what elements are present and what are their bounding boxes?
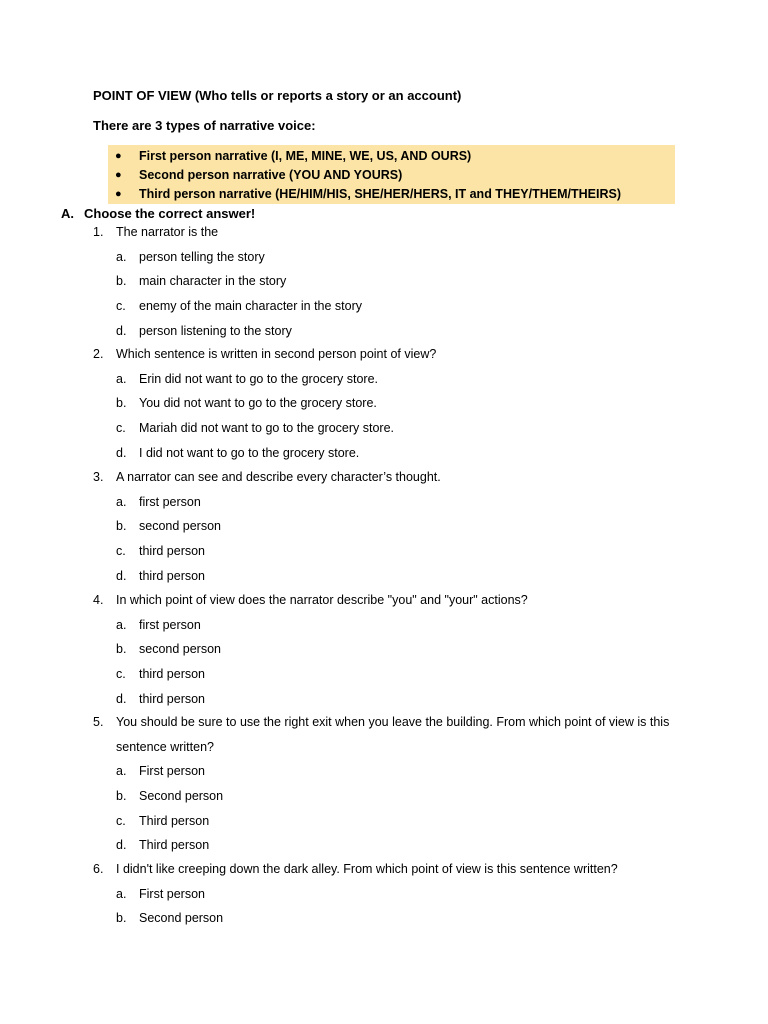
option-b <box>116 514 683 539</box>
option-text: first person <box>139 617 201 632</box>
option-letter: b. <box>116 789 127 804</box>
option-text: main character in the story <box>139 274 287 289</box>
question-1 <box>93 220 683 343</box>
option-text: First person <box>139 764 205 779</box>
option-d <box>116 441 683 466</box>
option-text: You did not want to go to the grocery store. <box>139 396 377 411</box>
voice-item-label: First person narrative (I, ME, MINE, WE, US, AND OURS) <box>139 149 472 163</box>
question-5 <box>93 710 683 858</box>
option-letter: a. <box>116 249 127 264</box>
section-title: Choose the correct answer! <box>84 206 256 221</box>
option-b <box>116 391 683 416</box>
option-list <box>116 759 683 858</box>
question-text: I didn't like creeping down the dark alley. From which point of view is this sentence written? <box>116 862 618 876</box>
option-c <box>116 662 683 687</box>
option-text: third person <box>139 667 206 682</box>
question-2 <box>93 342 683 465</box>
option-letter: c. <box>116 299 126 314</box>
question-number: 2. <box>93 347 104 361</box>
option-letter: b. <box>116 911 127 926</box>
voice-item-label: Second person narrative (YOU AND YOURS) <box>139 168 403 182</box>
section-heading <box>61 206 255 221</box>
question-number: 5. <box>93 715 104 729</box>
option-a <box>116 245 683 270</box>
option-letter: b. <box>116 274 127 289</box>
page-title: POINT OF VIEW (Who tells or reports a story or an account) <box>93 88 462 103</box>
question-text: A narrator can see and describe every character’s thought. <box>116 470 441 484</box>
question-number: 6. <box>93 862 104 876</box>
option-text: enemy of the main character in the story <box>139 299 363 314</box>
option-text: first person <box>139 494 201 509</box>
question-text: In which point of view does the narrator describe "you" and "your" actions? <box>116 593 528 607</box>
option-d <box>116 319 683 344</box>
option-letter: c. <box>116 421 126 436</box>
option-c <box>116 809 683 834</box>
option-text: I did not want to go to the grocery store. <box>139 445 360 460</box>
option-b <box>116 269 683 294</box>
question-number: 3. <box>93 470 104 484</box>
option-text: Mariah did not want to go to the grocery store. <box>139 421 394 436</box>
option-text: second person <box>139 642 222 657</box>
option-letter: a. <box>116 494 127 509</box>
bullet-icon: ● <box>115 188 122 200</box>
question-number: 4. <box>93 593 104 607</box>
option-letter: d. <box>116 323 127 338</box>
voice-item-second <box>108 166 675 185</box>
question-text: The narrator is the <box>116 225 219 239</box>
option-text: Erin did not want to go to the grocery store. <box>139 371 379 386</box>
option-text: third person <box>139 691 206 706</box>
voice-item-first <box>108 147 675 166</box>
option-letter: a. <box>116 371 127 386</box>
option-letter: d. <box>116 445 127 460</box>
option-b <box>116 906 683 931</box>
option-letter: c. <box>116 544 126 559</box>
question-4 <box>93 588 683 711</box>
option-b <box>116 637 683 662</box>
voice-item-label: Third person narrative (HE/HIM/HIS, SHE/HER/HERS, IT and THEY/THEM/THEIRS) <box>139 187 622 201</box>
option-list <box>116 613 683 712</box>
option-letter: d. <box>116 838 127 853</box>
option-list <box>116 882 683 931</box>
option-letter: b. <box>116 519 127 534</box>
option-letter: d. <box>116 568 127 583</box>
option-letter: c. <box>116 667 126 682</box>
option-list <box>116 490 683 589</box>
option-text: second person <box>139 519 222 534</box>
bullet-icon: ● <box>115 169 122 181</box>
question-6 <box>93 857 683 931</box>
section-letter: A. <box>61 206 74 221</box>
option-letter: a. <box>116 886 127 901</box>
bullet-icon: ● <box>115 150 122 162</box>
option-letter: b. <box>116 396 127 411</box>
option-c <box>116 416 683 441</box>
option-a <box>116 882 683 907</box>
question-number: 1. <box>93 225 104 239</box>
option-letter: a. <box>116 617 127 632</box>
option-text: Third person <box>139 813 210 828</box>
question-3 <box>93 465 683 588</box>
option-letter: b. <box>116 642 127 657</box>
option-b <box>116 784 683 809</box>
option-a <box>116 490 683 515</box>
question-text: You should be sure to use the right exit when you leave the building. From which point of view is this sentence written? <box>116 715 670 754</box>
option-list <box>116 245 683 344</box>
option-text: third person <box>139 544 206 559</box>
option-d <box>116 564 683 589</box>
option-c <box>116 294 683 319</box>
voice-item-third <box>108 185 675 204</box>
option-a <box>116 759 683 784</box>
intro-text: There are 3 types of narrative voice: <box>93 118 316 133</box>
option-text: third person <box>139 568 206 583</box>
option-letter: c. <box>116 813 126 828</box>
option-text: Second person <box>139 789 224 804</box>
option-d <box>116 687 683 712</box>
option-text: person listening to the story <box>139 323 292 338</box>
option-text: Third person <box>139 838 210 853</box>
option-c <box>116 539 683 564</box>
option-a <box>116 613 683 638</box>
question-text: Which sentence is written in second person point of view? <box>116 347 437 361</box>
option-letter: d. <box>116 691 127 706</box>
option-text: First person <box>139 886 205 901</box>
option-letter: a. <box>116 764 127 779</box>
option-text: person telling the story <box>139 249 265 264</box>
option-d <box>116 833 683 858</box>
option-a <box>116 367 683 392</box>
option-list <box>116 367 683 466</box>
option-text: Second person <box>139 911 224 926</box>
narrative-voice-list <box>108 147 675 204</box>
